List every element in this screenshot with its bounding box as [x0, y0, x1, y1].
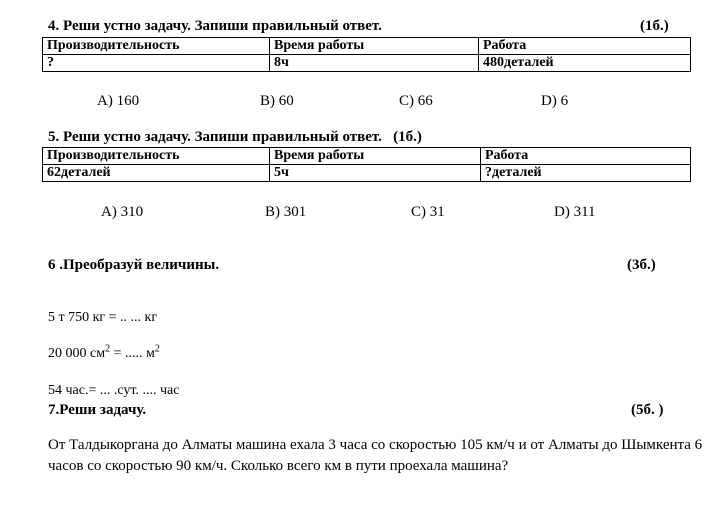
task4-points: (1б.): [640, 18, 669, 34]
task4-table: [42, 37, 691, 72]
superscript: 2: [154, 343, 160, 355]
header-cell: Производительность: [43, 38, 270, 55]
table-cell: 8ч: [270, 55, 479, 72]
header-cell: Работа: [479, 38, 691, 55]
header-cell: Время работы: [270, 148, 481, 165]
superscript: 2: [105, 343, 111, 355]
table-cell: ?: [43, 55, 270, 72]
task6-area-conversion: [48, 343, 160, 362]
task5-title: [48, 129, 422, 146]
task5-option-b: B) 301: [265, 204, 307, 220]
header-cell: Производительность: [43, 148, 270, 165]
task7-title: 7.Реши задачу.: [48, 402, 147, 418]
task5-points: (1б.): [393, 129, 422, 145]
task4-option-c: C) 66: [399, 93, 433, 109]
task6-title: 6 .Преобразуй величины.: [48, 257, 220, 273]
task7-problem-text: От Талдыкоргана до Алматы машина ехала 3 часа со скоростью 105 км/ч и от Алматы до Шымкента 6 часов со скоростью 90 км/ч. Сколько всего км в пути проехала машина?: [48, 437, 703, 474]
task4-option-b: B) 60: [260, 93, 294, 109]
task4-option-a: A) 160: [97, 93, 140, 109]
task4-option-d: D) 6: [541, 93, 569, 109]
header-cell: Время работы: [270, 38, 479, 55]
header-cell: Работа: [481, 148, 691, 165]
area-middle: = ..... м: [110, 346, 155, 361]
task7-points: (5б. ): [631, 402, 664, 418]
task6-points: (3б.): [627, 257, 656, 273]
task5-option-d: D) 311: [554, 204, 596, 220]
table-row: [43, 55, 691, 72]
table-cell: ?деталей: [481, 165, 691, 182]
table-header-row: [43, 148, 691, 165]
task4-title: 4. Реши устно задачу. Запиши правильный ответ.: [48, 18, 382, 34]
task6-time-conversion: 54 час.= ... .сут. .... час: [48, 383, 180, 398]
table-cell: 62деталей: [43, 165, 270, 182]
task5-option-c: C) 31: [411, 204, 445, 220]
table-row: [43, 165, 691, 182]
table-header-row: [43, 38, 691, 55]
table-cell: 480деталей: [479, 55, 691, 72]
task5-title-text: 5. Реши устно задачу. Запиши правильный ответ.: [48, 129, 382, 145]
task6-mass-conversion: 5 т 750 кг = .. ... кг: [48, 310, 158, 325]
table-cell: 5ч: [270, 165, 481, 182]
task5-option-a: A) 310: [101, 204, 144, 220]
task5-table: [42, 147, 691, 182]
area-prefix: 20 000 см: [48, 346, 106, 361]
